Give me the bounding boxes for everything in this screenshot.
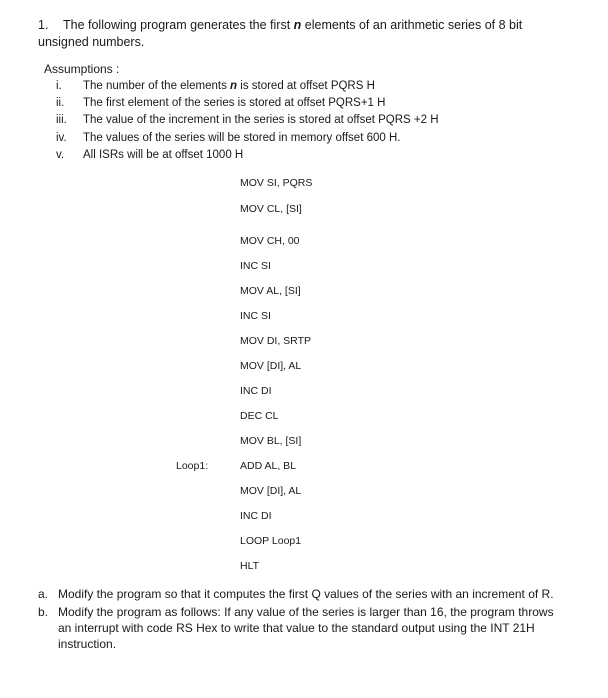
assumption-text-after: is stored at offset PQRS H (237, 80, 375, 92)
assumption-item (56, 78, 556, 95)
assumptions-list (56, 78, 556, 164)
code-line (0, 408, 608, 424)
code-instruction: MOV SI, PQRS (240, 177, 313, 189)
assumption-numeral: ii. (56, 97, 65, 110)
question-title (38, 17, 558, 51)
code-instruction: INC DI (240, 510, 272, 522)
assumption-text: The first element of the series is stored at offset PQRS+1 H (83, 97, 386, 110)
code-line (0, 233, 608, 249)
code-instruction: MOV BL, [SI] (240, 435, 302, 447)
code-line (0, 458, 608, 474)
code-line (0, 383, 608, 399)
assumption-item (56, 147, 556, 164)
code-instruction: MOV CL, [SI] (240, 203, 302, 215)
code-line (0, 283, 608, 299)
code-line (0, 508, 608, 524)
code-instruction: INC DI (240, 385, 272, 397)
code-line (0, 175, 608, 191)
assumption-numeral: v. (56, 148, 65, 161)
question-part (38, 604, 558, 653)
assumption-item (56, 130, 556, 147)
assumption-numeral: iv. (56, 131, 67, 144)
assumption-emphasis: n (230, 80, 238, 92)
code-line (0, 333, 608, 349)
assumption-item (56, 112, 556, 129)
code-instruction: DEC CL (240, 410, 279, 422)
assumption-text (83, 78, 375, 95)
code-line (0, 558, 608, 574)
part-text: Modify the program as follows: If any value of the series is larger than 16, the program throws an interrupt with code RS Hex to write that value to the standard output using the INT 21H instruction. (58, 604, 554, 652)
assumption-text: The value of the increment in the series is stored at offset PQRS +2 H (83, 114, 439, 127)
code-line (0, 533, 608, 549)
assumption-item (56, 95, 556, 112)
question-text-after: elements of an arithmetic series of 8 bit unsigned numbers. (38, 18, 523, 49)
question-part (38, 586, 558, 602)
code-line (0, 201, 608, 217)
question-number: 1. (38, 18, 49, 32)
code-instruction: MOV DI, SRTP (240, 335, 311, 347)
assumption-text: The values of the series will be stored in memory offset 600 H. (83, 131, 401, 144)
code-label: Loop1: (176, 460, 209, 472)
part-letter: a. (38, 587, 49, 601)
code-line (0, 308, 608, 324)
question-parts (38, 586, 558, 654)
code-instruction: MOV AL, [SI] (240, 285, 301, 297)
code-instruction: MOV [DI], AL (240, 360, 302, 372)
part-letter: b. (38, 604, 49, 619)
code-instruction: ADD AL, BL (240, 460, 297, 472)
code-instruction: MOV [DI], AL (240, 485, 302, 497)
assumption-text: All ISRs will be at offset 1000 H (83, 148, 244, 161)
code-line (0, 483, 608, 499)
code-line (0, 358, 608, 374)
code-line (0, 258, 608, 274)
code-instruction: INC SI (240, 260, 271, 272)
question-variable: n (293, 18, 302, 32)
code-instruction: INC SI (240, 310, 271, 322)
part-text: Modify the program so that it computes the first Q values of the series with an increment of R. (58, 587, 554, 601)
code-instruction: LOOP Loop1 (240, 535, 302, 547)
code-instruction: HLT (240, 560, 260, 572)
code-line (0, 433, 608, 449)
assumption-numeral: i. (56, 80, 62, 92)
assumptions-heading: Assumptions : (44, 62, 120, 76)
assumption-text-before: The number of the elements (83, 80, 231, 92)
question-text-before: The following program generates the first (63, 18, 294, 32)
assumption-numeral: iii. (56, 114, 67, 127)
code-instruction: MOV CH, 00 (240, 235, 300, 247)
